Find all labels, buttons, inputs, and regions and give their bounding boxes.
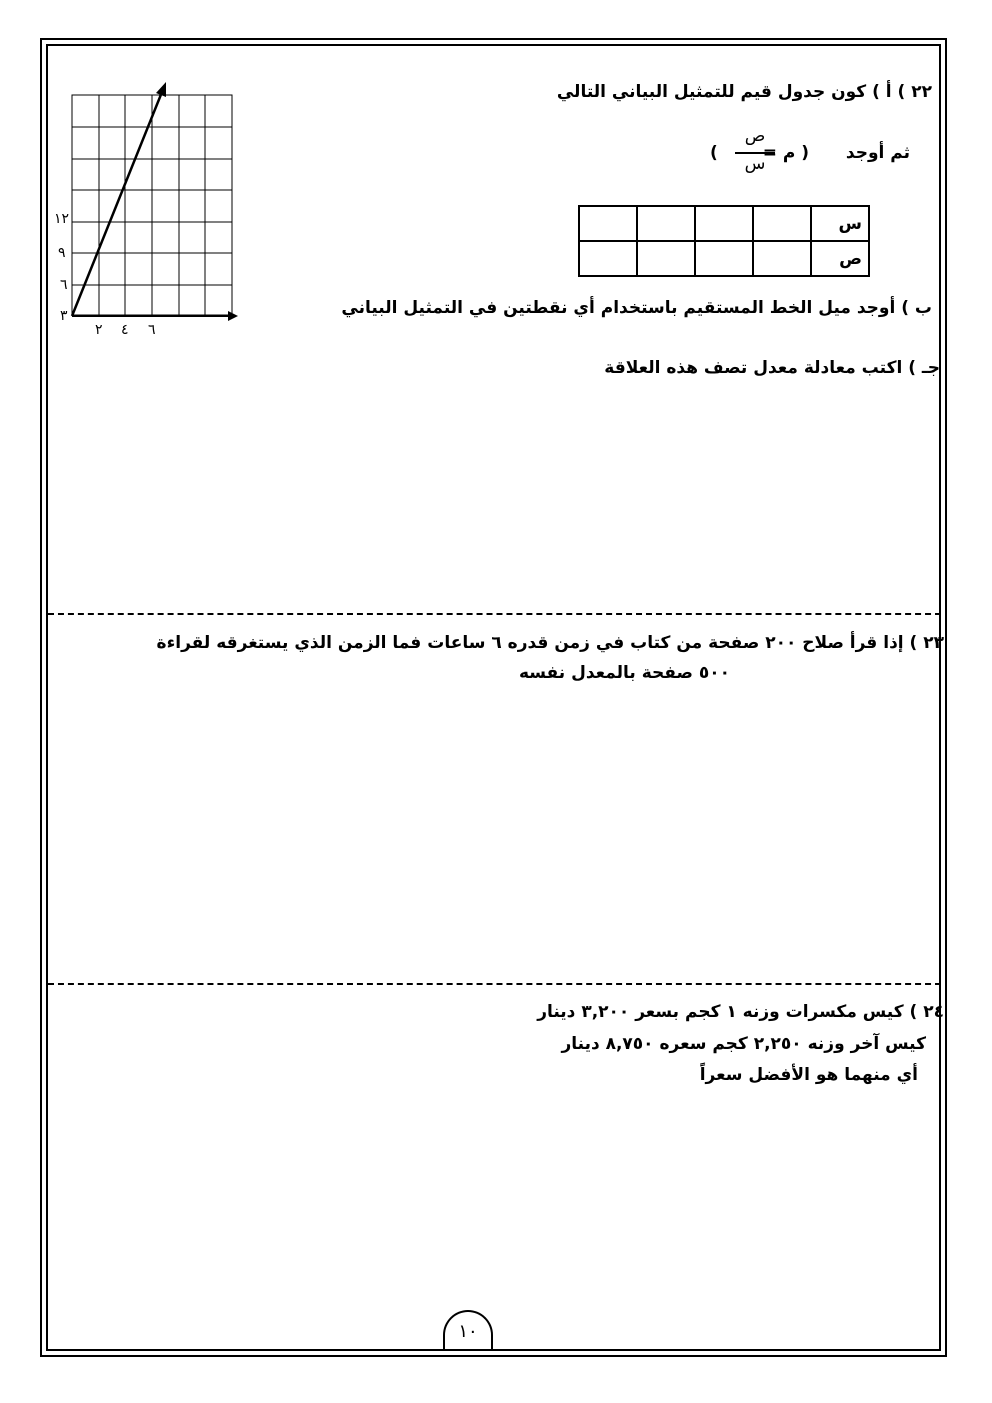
- section-divider: [48, 613, 941, 615]
- q23-line-2: ٥٠٠ صفحة بالمعدل نفسه: [518, 663, 730, 683]
- q22-part-a: ٢٢ ) أ ) كون جدول قيم للتمثيل البياني التالي: [556, 82, 932, 102]
- table-cell[interactable]: [753, 206, 811, 241]
- line-graph: [40, 80, 250, 345]
- y-tick-label: ٦: [60, 277, 68, 293]
- table-row-x: [579, 206, 869, 241]
- table-cell[interactable]: [637, 206, 695, 241]
- y-tick-label: ٣: [60, 308, 68, 324]
- q22-formula-lhs: ( م =: [762, 143, 809, 163]
- q22-part-b: ب ) أوجد ميل الخط المستقيم باستخدام أي نقطتين في التمثيل البياني: [341, 298, 932, 318]
- table-cell[interactable]: [695, 241, 753, 276]
- q22-part-c: جـ ) اكتب معادلة معدل تصف هذه العلاقة: [604, 358, 940, 378]
- x-tick-label: ٢: [95, 322, 103, 338]
- table-cell[interactable]: [579, 241, 637, 276]
- table-cell[interactable]: [579, 206, 637, 241]
- section-divider: [48, 983, 941, 985]
- q24-line-3: أي منهما هو الأفضل سعراً: [699, 1065, 918, 1085]
- table-cell[interactable]: [637, 241, 695, 276]
- q22-then-find: ثم أوجد: [845, 143, 910, 163]
- table-cell[interactable]: [753, 241, 811, 276]
- table-row-y: [579, 241, 869, 276]
- q22-formula-close: ): [710, 143, 718, 163]
- table-label-x: س: [811, 206, 869, 241]
- q24-line-1: ٢٤ ) كيس مكسرات وزنه ١ كجم بسعر ٣,٢٠٠ دينار: [537, 1002, 944, 1022]
- value-table: [578, 205, 870, 277]
- fraction-denominator: س: [744, 154, 766, 174]
- page-number: ١٠: [443, 1310, 493, 1350]
- q24-line-2: كيس آخر وزنه ٢,٢٥٠ كجم سعره ٨,٧٥٠ دينار: [561, 1034, 926, 1054]
- table-label-y: ص: [811, 241, 869, 276]
- x-tick-label: ٦: [148, 322, 156, 338]
- graph-grid: [72, 95, 232, 315]
- y-tick-label: ٩: [58, 245, 66, 261]
- table-cell[interactable]: [695, 206, 753, 241]
- x-tick-label: ٤: [121, 322, 129, 338]
- q23-line-1: ٢٣ ) إذا قرأ صلاح ٢٠٠ صفحة من كتاب في زمن قدره ٦ ساعات فما الزمن الذي يستغرقه لقراءة: [156, 633, 944, 653]
- y-tick-label: ١٢: [54, 211, 70, 227]
- fraction-numerator: ص: [744, 126, 766, 146]
- x-axis-arrow: [72, 311, 238, 321]
